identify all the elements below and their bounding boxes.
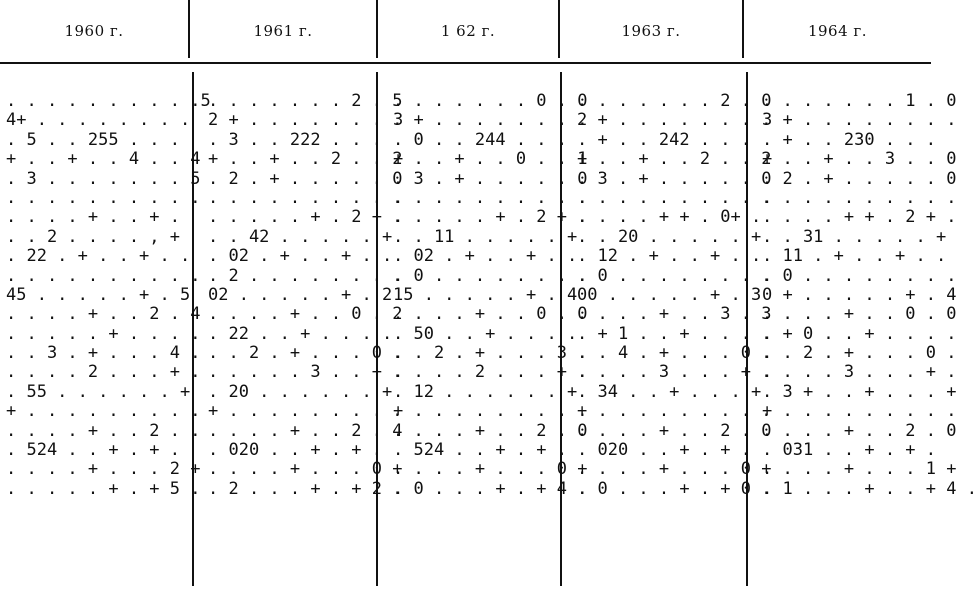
table-row: + . . . . . . . . . [762, 401, 957, 422]
table-row: . . . . . + . 2 + . [393, 207, 588, 228]
table-row: + . . + . . 3 . . 0 [762, 149, 957, 170]
table-row: . 0 . . . . . . . . [577, 265, 772, 286]
column-1961 [208, 92, 402, 499]
table-row: . 2 . + . . . . . 0 [762, 168, 957, 189]
table-row: . . . . + . . . 1 + [762, 459, 957, 480]
table-row: . 0 . . 244 . . . [393, 129, 567, 150]
table-row: . . . . + . . 0 . 2 [208, 304, 403, 325]
table-row: + . . + . . 4 . . 4 [6, 149, 201, 170]
table-row: . 3 . . 222 . . . [208, 129, 382, 150]
table-row: 02 . . . . . + . 2 [208, 284, 393, 305]
table-row: . . . . + . . 2 . . [6, 420, 201, 441]
table-row: . 3 + . . + . . . + [762, 381, 957, 402]
table-row: + . . . . . . . . . [577, 401, 772, 422]
table-row: . 34 . . + . . . + [577, 381, 762, 402]
table-row: . . . . + . . 2 . 4 [6, 304, 201, 325]
table-row: . . . . . . . . . . [393, 187, 588, 208]
table-row: + . . . . . . . . . [393, 401, 588, 422]
table-row: . 3 . + . . . . . 0 [393, 168, 588, 189]
table-row: 4+ . . . . . . . . [6, 110, 191, 131]
table-row: . 55 . . . . . . + [6, 381, 191, 402]
table-row: 3 + . . . . . . . . [393, 110, 588, 131]
header-1961: 1961 г. [253, 22, 313, 40]
table-row: . 020 . . + . + . [577, 440, 751, 461]
table-row: . . . . + . . . 0 + [393, 459, 588, 480]
table-row: . 22 . + . . + . . [6, 246, 191, 267]
table-row: . . . . + . . . 0 + [577, 459, 772, 480]
table-row: 2 + . . . . . . . . [577, 110, 772, 131]
table-row: . + 0 . . + . . . . [762, 323, 957, 344]
table-row: . . . . + + . 2 + . [762, 207, 957, 228]
table-row: . . . . . . . . . . [6, 265, 201, 286]
table-row: . . . . . . . . . . [6, 187, 201, 208]
table-row: . 0 . . . + . + 0 . [577, 478, 772, 499]
table-row: . 3 . . . . . . . 5 [6, 168, 201, 189]
table-row: . . . . + . . 2 . 4 [208, 420, 403, 441]
table-row: . 0 . . . . . . . . [393, 265, 588, 286]
table-row: . . 3 . + . . . 4 . [6, 343, 201, 364]
header-1964: 1964 г. [807, 22, 868, 40]
table-row: . . 2 . + . . . 0 . [762, 343, 957, 364]
table-row: . 524 . . + . + . [6, 440, 180, 461]
table-row: . 02 . + . . + . . [393, 246, 578, 267]
table-row: . . . . . 3 . . + . [208, 362, 403, 383]
table-row: . 22 . . + . . . . [208, 323, 393, 344]
table-row: . . . . + . . 0 . 0 [762, 304, 957, 325]
table-row: . . . . + . . 0 . 0 [393, 304, 588, 325]
table-row: . . 2 . . . . , + [6, 226, 180, 247]
column-1962 [393, 92, 587, 499]
table-row: . . . . . + . . . . [6, 323, 201, 344]
table-row: . . . . + . . + . [6, 207, 180, 228]
table-row: . + . . 230 . . . [762, 129, 936, 150]
table-row: . 2 . . . . . . . . [208, 265, 403, 286]
table-row: . 50 . . + . . . . [393, 323, 578, 344]
table-row: . . 20 . . . . . + [577, 226, 762, 247]
column-1960 [6, 92, 211, 499]
table-row: . . . . 2 . . . + . [6, 362, 201, 383]
table-row: + . . + . . 0 . . 1 [393, 149, 588, 170]
table-row: . 1 . . . + . . + 4 . [762, 478, 977, 499]
table-row: . . . . . . . . . . [762, 187, 957, 208]
table-row: . . 11 . . . . . + [393, 226, 578, 247]
table-row: + . . + . . 2 . . 2 [208, 149, 403, 170]
table-row: . . . . + . . 3 . 3 [577, 304, 772, 325]
table-row: . . . . . . . 1 . 0 [762, 91, 957, 111]
table-row: . + . . 242 . . . [577, 129, 751, 150]
table-row: . . . . . . . 2 . 0 [577, 91, 772, 111]
table-row: . . 4 . + . . . 0 . [577, 343, 772, 364]
table-row: . . . . + . . . 0 + [208, 459, 403, 480]
table-row: . . . . . . . 2 . 5 [208, 91, 403, 111]
table-row: . . . . + . . 2 . 0 [577, 420, 772, 441]
table-row: . . 42 . . . . . + [208, 226, 393, 247]
table-row: . . . . . + . 2 + . [208, 207, 403, 228]
table-row: . . 31 . . . . . + [762, 226, 947, 247]
table-row: . . . . 3 . . . + . [577, 362, 772, 383]
table-row: . 20 . . . . . . + [208, 381, 393, 402]
table-row: . . 2 . + . . . 0 . [208, 343, 403, 364]
table-row: . . . . + . . 2 . 0 [762, 420, 957, 441]
table-row: + . . + . . 2 . . 2 [577, 149, 772, 170]
table-row: . 2 . + . . . . . 0 [208, 168, 403, 189]
header-1960: 1960 г. [64, 22, 124, 40]
header-1962: 1 62 г. [440, 22, 496, 40]
table-row: . + 1 . . + . . . . [577, 323, 772, 344]
table-row: . 0 . . . . . . . . [762, 265, 957, 286]
table-row: . . . . 3 . . . + . [762, 362, 957, 383]
table-row: 15 . . . . . + . 4 [393, 284, 578, 305]
table-row: . . . . . . . 0 . 0 [393, 91, 588, 111]
table-row: . . . . . + . + 5 . [6, 478, 201, 499]
table-row: . . . . + + . 0+ . [577, 207, 762, 228]
table-row: 45 . . . . . + . 5 [6, 284, 191, 305]
table-row: . 02 . + . . + . . [208, 246, 393, 267]
table-row: . 0 . . . + . + 4 . [393, 478, 588, 499]
header-divider [376, 0, 378, 58]
table-row: . . . . . . . . . .5 [6, 91, 211, 111]
header-divider [188, 0, 190, 58]
column-1963 [577, 92, 771, 499]
table-row: . . . . + . . 2 . 0 [393, 420, 588, 441]
table-row: . 020 . . + . + . [208, 440, 382, 461]
table-row: . 3 . + . . . . . 0 [577, 168, 772, 189]
header-divider [742, 0, 744, 58]
table-row: . . . . . . . . . . [208, 187, 403, 208]
table-row: + . . . . . . . . . [6, 401, 201, 422]
header-rule [0, 62, 931, 64]
table-row: . . . . 2 . . . + . [393, 362, 588, 383]
table-row: . 11 . + . . + . . [762, 246, 947, 267]
table-row: + . . . . . . . . . [208, 401, 403, 422]
table-row: . 12 . + . . + . . [577, 246, 762, 267]
table-row: 3 + . . . . . . . . [762, 110, 957, 131]
table-row: . 031 . . + . + . [762, 440, 936, 461]
table-row: . 2 . . . + . + 2 . [208, 478, 403, 499]
table-row: . 12 . . . . . . + [393, 381, 578, 402]
table-row: . . . . . . . . . . [577, 187, 772, 208]
table-row: . 5 . . 255 . . . [6, 129, 180, 150]
table-row: 0 + . . . . . + . 4 [762, 284, 957, 305]
header-divider [558, 0, 560, 58]
table-row: . . . . + . . . 2 + [6, 459, 201, 480]
table-row: 2 + . . . . . . . . [208, 110, 403, 131]
header-1963: 1963 г. [621, 22, 681, 40]
table-row: . . 2 . + . . . 3 . [393, 343, 588, 364]
column-1964 [762, 92, 977, 499]
table-row: . 524 . . + . + . [393, 440, 567, 461]
table-row: 00 . . . . . + . 3 [577, 284, 762, 305]
